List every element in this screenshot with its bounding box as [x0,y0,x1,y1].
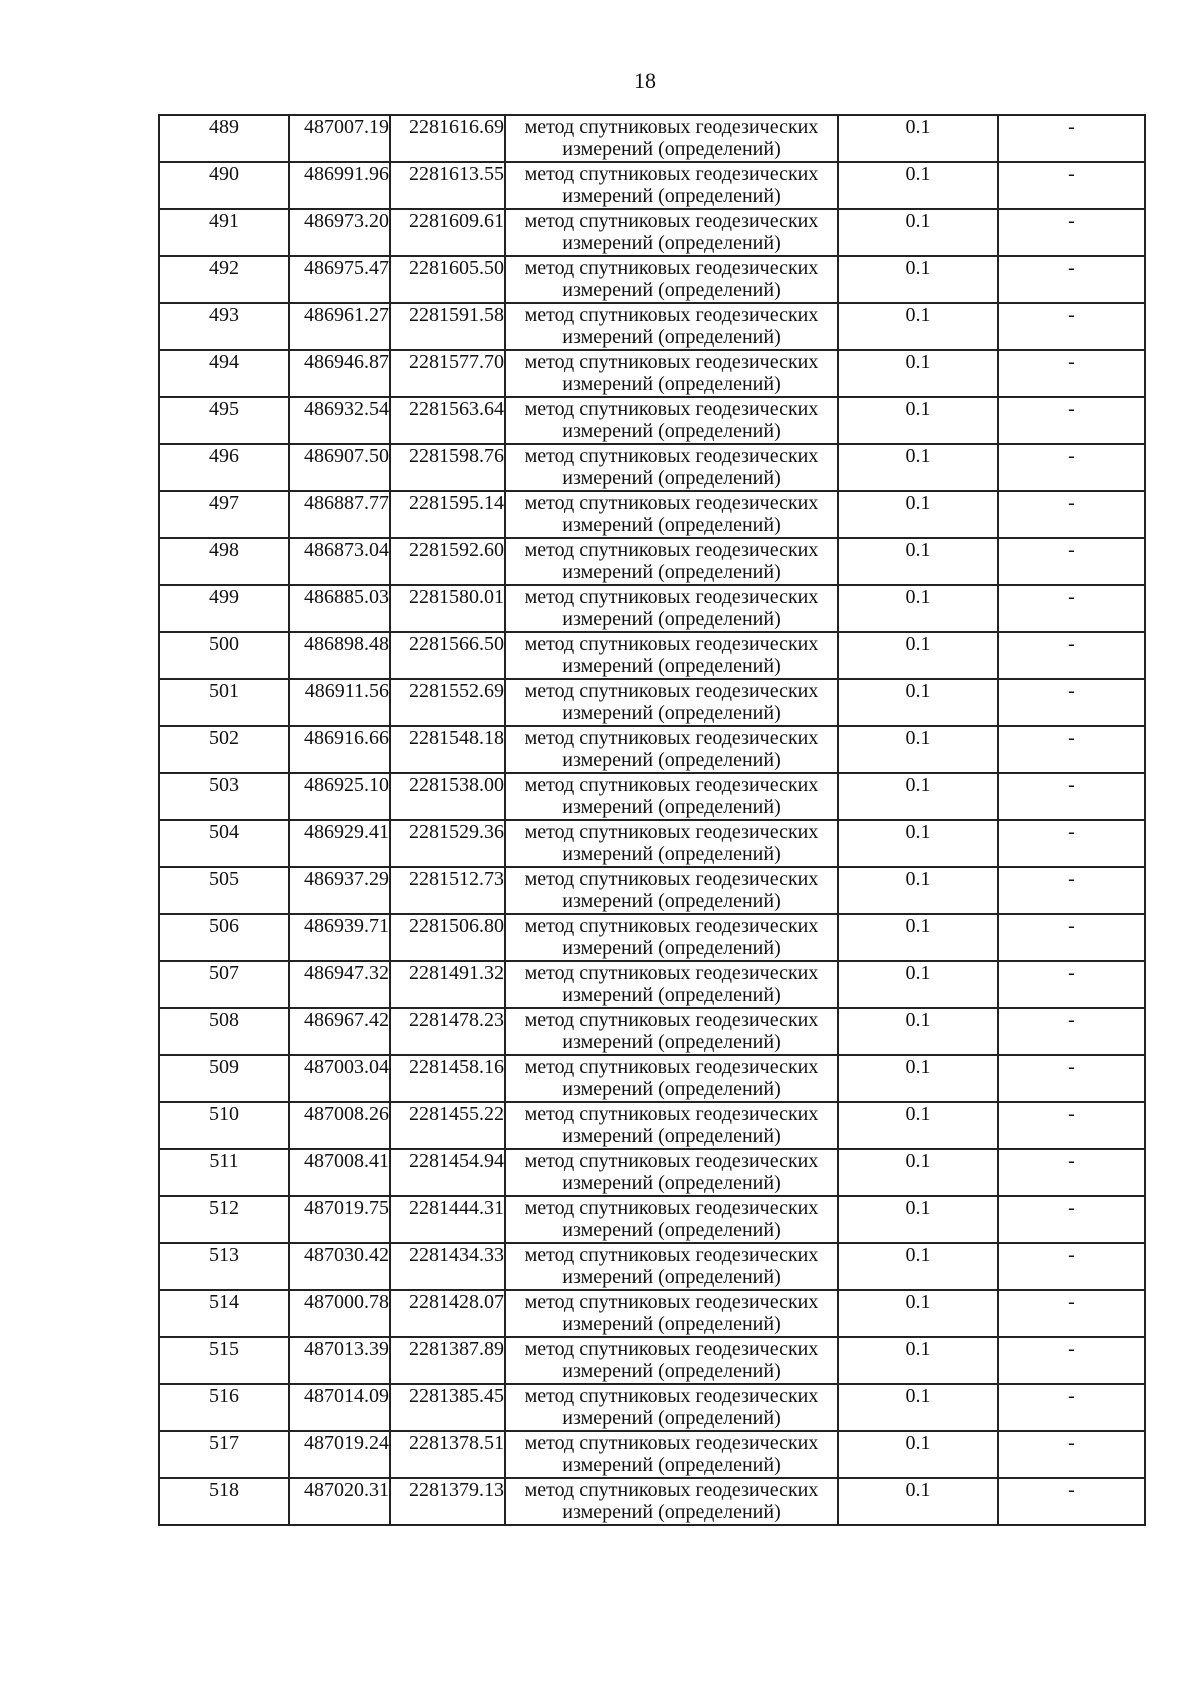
accuracy-cell: 0.1 [838,1055,998,1102]
note-cell: - [998,303,1145,350]
note-cell: - [998,444,1145,491]
x-coordinate-cell: 487020.31 [289,1478,390,1525]
x-coordinate-cell: 486967.42 [289,1008,390,1055]
y-coordinate-cell: 2281387.89 [390,1337,505,1384]
x-coordinate-cell: 486873.04 [289,538,390,585]
table-row [159,538,1145,585]
table-row [159,115,1145,162]
table-row [159,1196,1145,1243]
accuracy-cell: 0.1 [838,961,998,1008]
y-coordinate-cell: 2281478.23 [390,1008,505,1055]
note-cell: - [998,1243,1145,1290]
accuracy-cell: 0.1 [838,773,998,820]
x-coordinate-cell: 486946.87 [289,350,390,397]
y-coordinate-cell: 2281455.22 [390,1102,505,1149]
note-cell: - [998,1431,1145,1478]
accuracy-cell: 0.1 [838,1008,998,1055]
note-cell: - [998,1478,1145,1525]
x-coordinate-cell: 486907.50 [289,444,390,491]
accuracy-cell: 0.1 [838,538,998,585]
accuracy-cell: 0.1 [838,397,998,444]
table-row [159,256,1145,303]
page-number: 18 [634,68,656,93]
accuracy-cell: 0.1 [838,491,998,538]
note-cell: - [998,1102,1145,1149]
x-coordinate-cell: 486939.71 [289,914,390,961]
note-cell: - [998,914,1145,961]
x-coordinate-cell: 487019.75 [289,1196,390,1243]
point-number-cell: 511 [159,1149,289,1196]
accuracy-cell: 0.1 [838,1102,998,1149]
y-coordinate-cell: 2281538.00 [390,773,505,820]
x-coordinate-cell: 486887.77 [289,491,390,538]
note-cell: - [998,397,1145,444]
method-cell: метод спутниковых геодезических измерений (определений) [505,1337,838,1384]
table-row [159,1008,1145,1055]
table-row [159,679,1145,726]
note-cell: - [998,585,1145,632]
y-coordinate-cell: 2281506.80 [390,914,505,961]
y-coordinate-cell: 2281591.58 [390,303,505,350]
y-coordinate-cell: 2281454.94 [390,1149,505,1196]
accuracy-cell: 0.1 [838,1478,998,1525]
y-coordinate-cell: 2281580.01 [390,585,505,632]
x-coordinate-cell: 486929.41 [289,820,390,867]
note-cell: - [998,961,1145,1008]
note-cell: - [998,1384,1145,1431]
method-cell: метод спутниковых геодезических измерений (определений) [505,1055,838,1102]
table-row [159,867,1145,914]
method-cell: метод спутниковых геодезических измерений (определений) [505,1243,838,1290]
x-coordinate-cell: 486973.20 [289,209,390,256]
y-coordinate-cell: 2281577.70 [390,350,505,397]
table-row [159,820,1145,867]
x-coordinate-cell: 486911.56 [289,679,390,726]
method-cell: метод спутниковых геодезических измерений (определений) [505,820,838,867]
note-cell: - [998,256,1145,303]
note-cell: - [998,209,1145,256]
point-number-cell: 508 [159,1008,289,1055]
point-number-cell: 501 [159,679,289,726]
note-cell: - [998,1008,1145,1055]
y-coordinate-cell: 2281613.55 [390,162,505,209]
method-cell: метод спутниковых геодезических измерений (определений) [505,209,838,256]
accuracy-cell: 0.1 [838,209,998,256]
x-coordinate-cell: 487008.26 [289,1102,390,1149]
y-coordinate-cell: 2281458.16 [390,1055,505,1102]
method-cell: метод спутниковых геодезических измерений (определений) [505,303,838,350]
method-cell: метод спутниковых геодезических измерений (определений) [505,773,838,820]
accuracy-cell: 0.1 [838,1384,998,1431]
point-number-cell: 504 [159,820,289,867]
point-number-cell: 502 [159,726,289,773]
point-number-cell: 510 [159,1102,289,1149]
point-number-cell: 489 [159,115,289,162]
accuracy-cell: 0.1 [838,1290,998,1337]
y-coordinate-cell: 2281552.69 [390,679,505,726]
x-coordinate-cell: 487019.24 [289,1431,390,1478]
method-cell: метод спутниковых геодезических измерений (определений) [505,726,838,773]
accuracy-cell: 0.1 [838,914,998,961]
method-cell: метод спутниковых геодезических измерений (определений) [505,1102,838,1149]
point-number-cell: 503 [159,773,289,820]
method-cell: метод спутниковых геодезических измерений (определений) [505,397,838,444]
table-row [159,209,1145,256]
x-coordinate-cell: 486961.27 [289,303,390,350]
coordinates-table [158,114,1146,1526]
y-coordinate-cell: 2281379.13 [390,1478,505,1525]
note-cell: - [998,726,1145,773]
x-coordinate-cell: 486916.66 [289,726,390,773]
table-row [159,350,1145,397]
table-row [159,1102,1145,1149]
table-row [159,303,1145,350]
x-coordinate-cell: 487013.39 [289,1337,390,1384]
accuracy-cell: 0.1 [838,115,998,162]
table-row [159,397,1145,444]
table-row [159,773,1145,820]
point-number-cell: 518 [159,1478,289,1525]
x-coordinate-cell: 487000.78 [289,1290,390,1337]
point-number-cell: 491 [159,209,289,256]
note-cell: - [998,820,1145,867]
y-coordinate-cell: 2281598.76 [390,444,505,491]
y-coordinate-cell: 2281616.69 [390,115,505,162]
accuracy-cell: 0.1 [838,1431,998,1478]
x-coordinate-cell: 487003.04 [289,1055,390,1102]
table-row [159,1431,1145,1478]
x-coordinate-cell: 486898.48 [289,632,390,679]
note-cell: - [998,162,1145,209]
x-coordinate-cell: 486937.29 [289,867,390,914]
table-row [159,162,1145,209]
table-row [159,444,1145,491]
accuracy-cell: 0.1 [838,256,998,303]
table-row [159,1478,1145,1525]
y-coordinate-cell: 2281385.45 [390,1384,505,1431]
coordinates-table-body [159,115,1145,1525]
point-number-cell: 506 [159,914,289,961]
x-coordinate-cell: 487014.09 [289,1384,390,1431]
x-coordinate-cell: 486932.54 [289,397,390,444]
note-cell: - [998,491,1145,538]
point-number-cell: 497 [159,491,289,538]
y-coordinate-cell: 2281592.60 [390,538,505,585]
note-cell: - [998,1196,1145,1243]
note-cell: - [998,632,1145,679]
accuracy-cell: 0.1 [838,679,998,726]
accuracy-cell: 0.1 [838,444,998,491]
note-cell: - [998,1055,1145,1102]
accuracy-cell: 0.1 [838,1337,998,1384]
method-cell: метод спутниковых геодезических измерений (определений) [505,585,838,632]
note-cell: - [998,773,1145,820]
y-coordinate-cell: 2281595.14 [390,491,505,538]
point-number-cell: 493 [159,303,289,350]
accuracy-cell: 0.1 [838,1149,998,1196]
x-coordinate-cell: 486991.96 [289,162,390,209]
point-number-cell: 515 [159,1337,289,1384]
method-cell: метод спутниковых геодезических измерений (определений) [505,256,838,303]
point-number-cell: 496 [159,444,289,491]
y-coordinate-cell: 2281548.18 [390,726,505,773]
note-cell: - [998,1290,1145,1337]
table-row [159,491,1145,538]
note-cell: - [998,350,1145,397]
method-cell: метод спутниковых геодезических измерений (определений) [505,1290,838,1337]
y-coordinate-cell: 2281378.51 [390,1431,505,1478]
method-cell: метод спутниковых геодезических измерений (определений) [505,538,838,585]
note-cell: - [998,679,1145,726]
table-row [159,1337,1145,1384]
method-cell: метод спутниковых геодезических измерений (определений) [505,632,838,679]
x-coordinate-cell: 487007.19 [289,115,390,162]
y-coordinate-cell: 2281444.31 [390,1196,505,1243]
accuracy-cell: 0.1 [838,632,998,679]
method-cell: метод спутниковых геодезических измерений (определений) [505,1149,838,1196]
table-row [159,632,1145,679]
y-coordinate-cell: 2281605.50 [390,256,505,303]
point-number-cell: 500 [159,632,289,679]
y-coordinate-cell: 2281563.64 [390,397,505,444]
method-cell: метод спутниковых геодезических измерений (определений) [505,867,838,914]
method-cell: метод спутниковых геодезических измерений (определений) [505,1431,838,1478]
point-number-cell: 516 [159,1384,289,1431]
table-row [159,1384,1145,1431]
accuracy-cell: 0.1 [838,867,998,914]
method-cell: метод спутниковых геодезических измерений (определений) [505,444,838,491]
accuracy-cell: 0.1 [838,820,998,867]
note-cell: - [998,538,1145,585]
method-cell: метод спутниковых геодезических измерений (определений) [505,491,838,538]
accuracy-cell: 0.1 [838,162,998,209]
point-number-cell: 494 [159,350,289,397]
table-row [159,961,1145,1008]
method-cell: метод спутниковых геодезических измерений (определений) [505,961,838,1008]
table-row [159,1243,1145,1290]
y-coordinate-cell: 2281512.73 [390,867,505,914]
point-number-cell: 514 [159,1290,289,1337]
table-row [159,914,1145,961]
y-coordinate-cell: 2281434.33 [390,1243,505,1290]
method-cell: метод спутниковых геодезических измерений (определений) [505,162,838,209]
point-number-cell: 490 [159,162,289,209]
y-coordinate-cell: 2281566.50 [390,632,505,679]
table-row [159,1290,1145,1337]
point-number-cell: 499 [159,585,289,632]
y-coordinate-cell: 2281609.61 [390,209,505,256]
method-cell: метод спутниковых геодезических измерений (определений) [505,679,838,726]
method-cell: метод спутниковых геодезических измерений (определений) [505,350,838,397]
point-number-cell: 507 [159,961,289,1008]
accuracy-cell: 0.1 [838,1196,998,1243]
y-coordinate-cell: 2281428.07 [390,1290,505,1337]
method-cell: метод спутниковых геодезических измерений (определений) [505,1384,838,1431]
note-cell: - [998,115,1145,162]
x-coordinate-cell: 486947.32 [289,961,390,1008]
x-coordinate-cell: 487008.41 [289,1149,390,1196]
note-cell: - [998,1337,1145,1384]
point-number-cell: 498 [159,538,289,585]
table-row [159,726,1145,773]
point-number-cell: 495 [159,397,289,444]
point-number-cell: 517 [159,1431,289,1478]
x-coordinate-cell: 486885.03 [289,585,390,632]
point-number-cell: 513 [159,1243,289,1290]
table-row [159,1055,1145,1102]
table-row [159,1149,1145,1196]
accuracy-cell: 0.1 [838,303,998,350]
point-number-cell: 505 [159,867,289,914]
accuracy-cell: 0.1 [838,350,998,397]
point-number-cell: 492 [159,256,289,303]
y-coordinate-cell: 2281529.36 [390,820,505,867]
x-coordinate-cell: 486925.10 [289,773,390,820]
accuracy-cell: 0.1 [838,726,998,773]
method-cell: метод спутниковых геодезических измерений (определений) [505,1478,838,1525]
note-cell: - [998,1149,1145,1196]
y-coordinate-cell: 2281491.32 [390,961,505,1008]
note-cell: - [998,867,1145,914]
method-cell: метод спутниковых геодезических измерений (определений) [505,1196,838,1243]
accuracy-cell: 0.1 [838,585,998,632]
accuracy-cell: 0.1 [838,1243,998,1290]
method-cell: метод спутниковых геодезических измерений (определений) [505,1008,838,1055]
method-cell: метод спутниковых геодезических измерений (определений) [505,115,838,162]
method-cell: метод спутниковых геодезических измерений (определений) [505,914,838,961]
point-number-cell: 509 [159,1055,289,1102]
x-coordinate-cell: 487030.42 [289,1243,390,1290]
table-row [159,585,1145,632]
x-coordinate-cell: 486975.47 [289,256,390,303]
point-number-cell: 512 [159,1196,289,1243]
